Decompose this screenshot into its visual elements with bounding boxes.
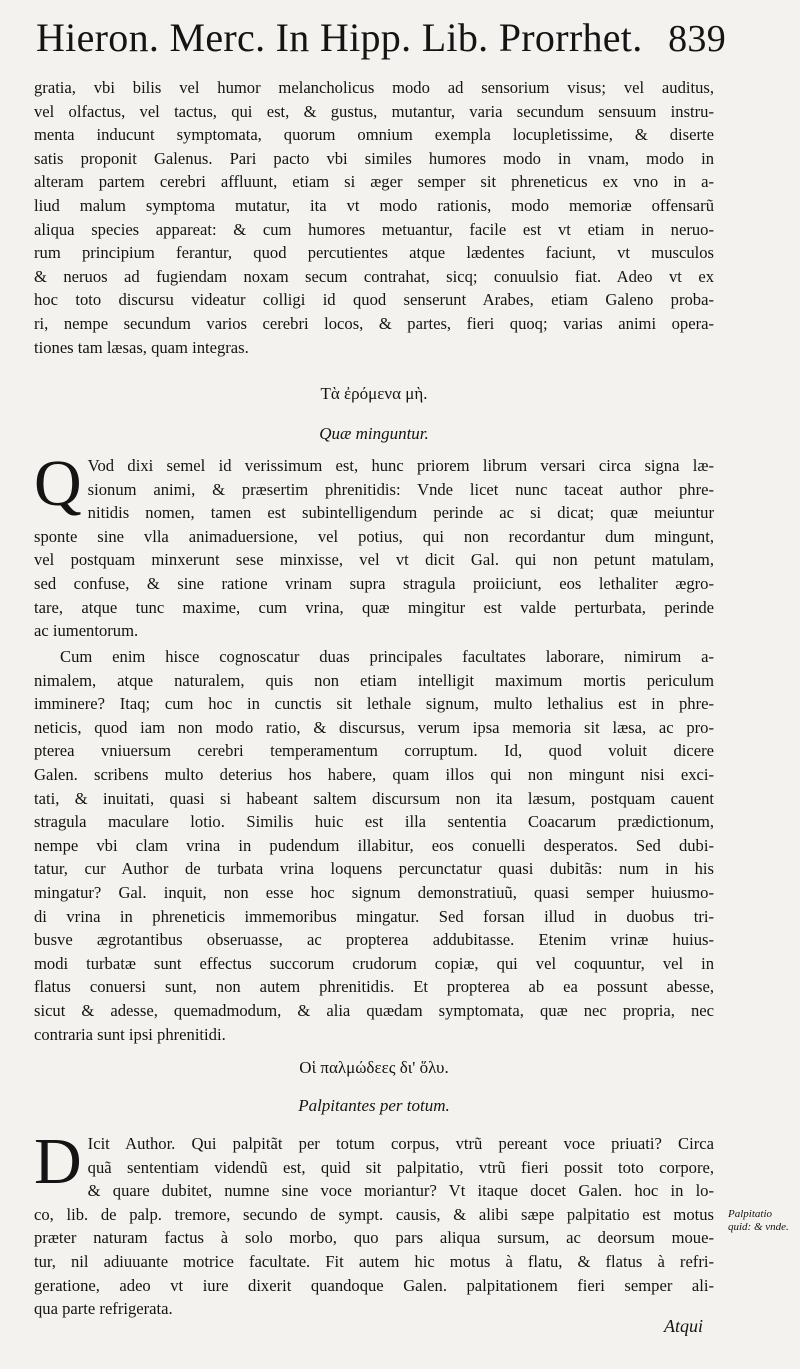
text-line: co, lib. de palp. tremore, secundo de sympt. causis, & alibi sæpe palpitatio est motus	[34, 1204, 714, 1224]
text-line: vel olfactus, vel tactus, qui est, & gustus, mutantur, varia secundum sensuum instru-	[34, 101, 714, 121]
running-title: Hieron. Merc. In Hipp. Lib. Prorrhet.	[36, 15, 643, 60]
text-line: & neruos ad fugiendam noxam secum contrahat, sicq; conuulsio fiat. Adeo vt ex	[34, 266, 714, 286]
paragraph-palpitantes	[34, 1125, 714, 1321]
text-line: tati, & inuitati, quasi si habeant saltem discursum non ita læsum, postquam cauent	[34, 788, 714, 808]
text-line: satis proponit Galenus. Pari pacto vbi similes humores modo in vnam, modo in	[34, 148, 714, 168]
text-line: præter naturam factus à solo morbo, quo pars aliqua sursum, ac deorsum moue-	[34, 1228, 714, 1248]
text-line: modi turbatæ sunt effectus succorum crudorum copiæ, qui vel coquuntur, vel in	[34, 953, 714, 973]
text-line: sponte sine vlla animaduersione, vel potius, qui non recordantur dum mingunt,	[34, 526, 714, 546]
text-line: sed confuse, & sine ratione vrinam supra stragula proiiciunt, eos lethaliter ægro-	[34, 573, 714, 593]
text-line: gratia, vbi bilis vel humor melancholicus modo ad sensorium visus; vel auditus,	[34, 78, 714, 97]
text-line: flatus conuersi sunt, non autem phrenitidis. Et propterea ab ea possunt abesse,	[34, 977, 714, 997]
text-line: contraria sunt ipsi phrenitidi.	[34, 1024, 226, 1044]
text-line: stragula maculare lotio. Similis huic est illa sententia Coacarum prædictionum,	[34, 812, 714, 832]
page-number: 839	[668, 18, 726, 60]
text-line: vel postquam minxerunt sese minxisse, vel vt dicit Gal. qui non petunt matulam,	[34, 550, 714, 570]
text-line: sionum animi, & præsertim phrenitidis: Vnde licet nunc taceat author phre-	[87, 479, 714, 499]
text-line: imminere? Itaq; cum hoc in cunctis sit lethale signum, multo lethalius est in phre-	[34, 694, 714, 714]
text-line: nempe vbi clam vrina in pudendum illabitur, eos conuelli desperatos. Sed dubi-	[34, 835, 714, 855]
text-line: nitidis nomen, tamen est subintelligendum perinde ac si dicat; quæ meiuntur	[87, 503, 714, 523]
text-line: tare, atque tunc maxime, cum vrina, quæ mingitur est valde perturbata, perinde	[34, 597, 714, 617]
text-line: pterea vniuersum cerebri temperamentum corruptum. Id, quod voluit dicere	[34, 741, 714, 761]
text-line: mingatur? Gal. inquit, non esse hoc signum demonstratiuũ, quasi semper huiusmo-	[34, 882, 714, 902]
text-line: liud malum symptoma mutatur, ita vt modo rationis, modo memoriæ offensarũ	[34, 195, 714, 215]
text-line: hoc toto discursu videatur colligi id quod senserunt Arabes, etiam Galeno proba-	[34, 290, 714, 310]
text-line: Cum enim hisce cognoscatur duas principales facultates laborare, nimirum a-	[60, 647, 714, 666]
text-line: alteram partem cerebri affluunt, etiam si æger semper sit phreneticus ex vno in a-	[34, 172, 714, 192]
text-line: tatur, cur Author de turbata vrina loquens percunctatur quasi dubitãs: num in his	[34, 859, 714, 879]
text-line: geratione, adeo vt iure dixerit quandoque Galen. palpitationem fieri semper ali-	[34, 1275, 714, 1295]
text-line: quã sententiam videndũ est, quid sit palpitatio, vtrũ fieri possit toto corpore,	[87, 1157, 714, 1177]
text-line: aliqua species appareat: & cum humores metuantur, facile est vt etiam in neruo-	[34, 219, 714, 239]
catchword: Atqui	[664, 1316, 703, 1336]
text-line: Icit Author. Qui palpitãt per totum corpus, vtrũ pereant voce priuati? Circa	[87, 1134, 714, 1153]
text-line: nimalem, atque naturalem, quis non etiam intelligit maximum mortis periculum	[34, 670, 714, 690]
text-line: rum principium ferantur, quod percutientes atque lædentes faciunt, vt musculos	[34, 243, 714, 263]
text-line: & quare dubitet, numne sine voce moriantur? Vt itaque docet Galen. hoc in lo-	[87, 1181, 714, 1201]
text-line: Galen. scribens multo deterius hos habere, quam illos qui non mingunt nisi exci-	[34, 764, 714, 784]
margin-note: Palpitatio quid: & vnde.	[728, 1208, 789, 1233]
drop-cap: D	[34, 1125, 82, 1198]
text-line: sicut & adesse, quemadmodum, & alia quædam symptomata, quæ nec propria, nec	[34, 1000, 714, 1020]
section-heading-greek: Τὰ ἐρόμενα μὴ.	[320, 384, 428, 403]
running-header	[36, 14, 726, 61]
text-line: neticis, quod iam non modo ratio, & discursus, verum ipsa memoria sit læsa, ac pro-	[34, 717, 714, 737]
paragraph-cum-enim	[34, 645, 714, 1046]
drop-cap: Q	[34, 447, 82, 520]
paragraph-quae-minguntur	[34, 447, 714, 643]
section-heading-latin: Quæ minguntur.	[319, 424, 429, 443]
text-line: tur, nil adiuuante motrice facultate. Fit autem hic motus à flatu, & flatus à refri-	[34, 1251, 714, 1271]
text-line: qua parte refrigerata.	[34, 1299, 173, 1319]
paragraph-continuation	[34, 76, 714, 359]
text-line: Vod dixi semel id verissimum est, hunc priorem librum versari circa signa læ-	[87, 456, 714, 475]
text-line: menta inducunt symptomata, quorum omnium exempla locupletissime, & diserte	[34, 125, 714, 145]
text-line: tiones tam læsas, quam integras.	[34, 337, 249, 357]
section-heading-latin: Palpitantes per totum.	[298, 1096, 450, 1115]
text-line: di vrina in phreneticis immemoribus mingatur. Sed forsan illud in duobus tri-	[34, 906, 714, 926]
text-line: ri, nempe secundum varios cerebri locos, & partes, fieri quoq; varias animi opera-	[34, 313, 714, 333]
section-heading-greek: Οἱ παλμώδεες δι' ὅλυ.	[299, 1058, 449, 1077]
text-line: busve ægrotantibus obseruasse, ac propterea addubitasse. Etenim vrinæ huius-	[34, 930, 714, 950]
text-line: ac iumentorum.	[34, 621, 139, 641]
